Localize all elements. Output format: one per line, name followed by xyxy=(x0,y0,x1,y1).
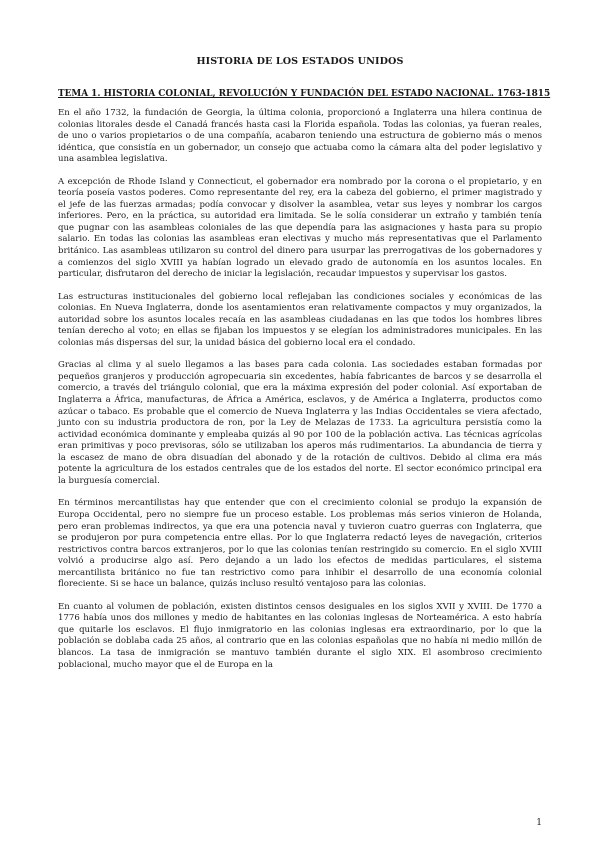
page-number: 1 xyxy=(536,818,542,828)
paragraph-local-government: Las estructuras institucionales del gobierno local reflejaban las condiciones sociales y económicas de las colonias. En Nueva Inglaterra, donde los asentamientos eran relativamente compactos y muy organizados, la autoridad sobre los asuntos locales recaía en las asambleas ciudadanas en las que todos los hombres libres tenían derecho al voto; en ellas se fijaban los impuestos y se elegían los administradores municipales. En las colonias más dispersas del sur, la unidad básica del gobierno local era el condado. xyxy=(58,291,542,348)
paragraph-mercantilism: En términos mercantilistas hay que entender que con el crecimiento colonial se produjo la expansión de Europa Occidental, pero no siempre fue un proceso estable. Los problemas más serios vinieron de Holanda, pero eran problemas indirectos, ya que era una potencia naval y tuvieron cuatro guerras con Inglaterra, que se produjeron por pura competencia entre ellas. Por lo que Inglaterra redactó leyes de navegación, criterios restrictivos contra barcos extranjeros, por lo que las colonias tenían restringido su comercio. En el siglo XVIII volvió a producirse algo así. Pero dejando a un lado los efectos de medidas particulares, el sistema mercantilista británico no fue tan restrictivo como para inhibir el desarrollo de una economía colonial floreciente. Si se hace un balance, quizás incluso resultó ventajoso para las colonias. xyxy=(58,498,542,590)
section-heading: TEMA 1. HISTORIA COLONIAL, REVOLUCIÓN Y FUNDACIÓN DEL ESTADO NACIONAL. 1763-1815 xyxy=(58,89,551,99)
paragraph-georgia: En el año 1732, la fundación de Georgia, la última colonia, proporcionó a Inglaterra una hilera continua de colonias litorales desde el Canadá francés hasta casi la Florida española. Todas las colonias, ya fueran reales, de uno o varios propietarios o de una compañía, acabaron teniendo una estructura de gobierno más o menos idéntica, que consistía en un gobernador, un consejo que actuaba como la cámara alta del poder legislativo y una asamblea legislativa. xyxy=(58,108,542,165)
paragraph-population: En cuanto al volumen de población, existen distintos censos desiguales en los siglos XVII y XVIII. De 1770 a 1776 había unos dos millones y medio de habitantes en las colonias inglesas de Norteamérica. A esto habría que quitarle los esclavos. El flujo inmigratorio en las colonias inglesas era extraordinario, por lo que la población se doblaba cada 25 años, al contrario que en las colonias españolas que no había ni medio millón de blancos. La tasa de inmigración se mantuvo también durante el siglo XIX. El asombroso crecimiento poblacional, mucho mayor que el de Europa en la xyxy=(58,601,542,670)
paragraph-economy: Gracias al clima y al suelo llegamos a las bases para cada colonia. Las sociedades estaban formadas por pequeños granjeros y producción agropecuaria sin excedentes, había fabricantes de barcos y se desarrolla el comercio, a través del triángulo colonial, que era la máxima expresión del poder colonial. Así exportaban de Inglaterra a África, manufacturas, de África a América, esclavos, y de América a Inglaterra, productos como azúcar o tabaco. Es probable que el comercio de Nueva Inglaterra y las Indias Occidentales se viera afectado, junto con su industria productora de ron, por la Ley de Melazas de 1733. La agricultura persistía como la actividad económica dominante y empleaba quizás al 90 por 100 de la población activa. Las técnicas agrícolas eran primitivas y poco previsoras, sólo se utilizaban los aperos más rudimentarios. La abundancia de tierra y la escasez de mano de obra disuadían del abonado y de la rotación de cultivos. Debido al clima era más potente la agricultura de los estados centrales que de los estados del norte. El sector económico principal era la burguesía comercial. xyxy=(58,360,542,486)
paragraph-governor: A excepción de Rhode Island y Connecticut, el gobernador era nombrado por la corona o el propietario, y en teoría poseía vastos poderes. Como representante del rey, era la cabeza del gobierno, el primer magistrado y el jefe de las fuerzas armadas; podía convocar y disolver la asamblea, vetar sus leyes y nombrar los cargos inferiores. Pero, en la práctica, su autoridad era limitada. Se le solía considerar un extraño y también tenía que pugnar con las asambleas coloniales de las que dependía para las asignaciones y hasta para su propio salario. En todas las colonias las asambleas eran electivas y mucho más representativas que el Parlamento británico. Las asambleas utilizaron su control del dinero para usurpar las prerrogativas de los gobernadores y a comienzos del siglo XVIII ya habían logrado un elevado grado de autonomía en los asuntos locales. En particular, disfrutaron del derecho de iniciar la legislación, recaudar impuestos y supervisar los gastos. xyxy=(58,176,542,280)
document-title: HISTORIA DE LOS ESTADOS UNIDOS xyxy=(196,56,404,67)
